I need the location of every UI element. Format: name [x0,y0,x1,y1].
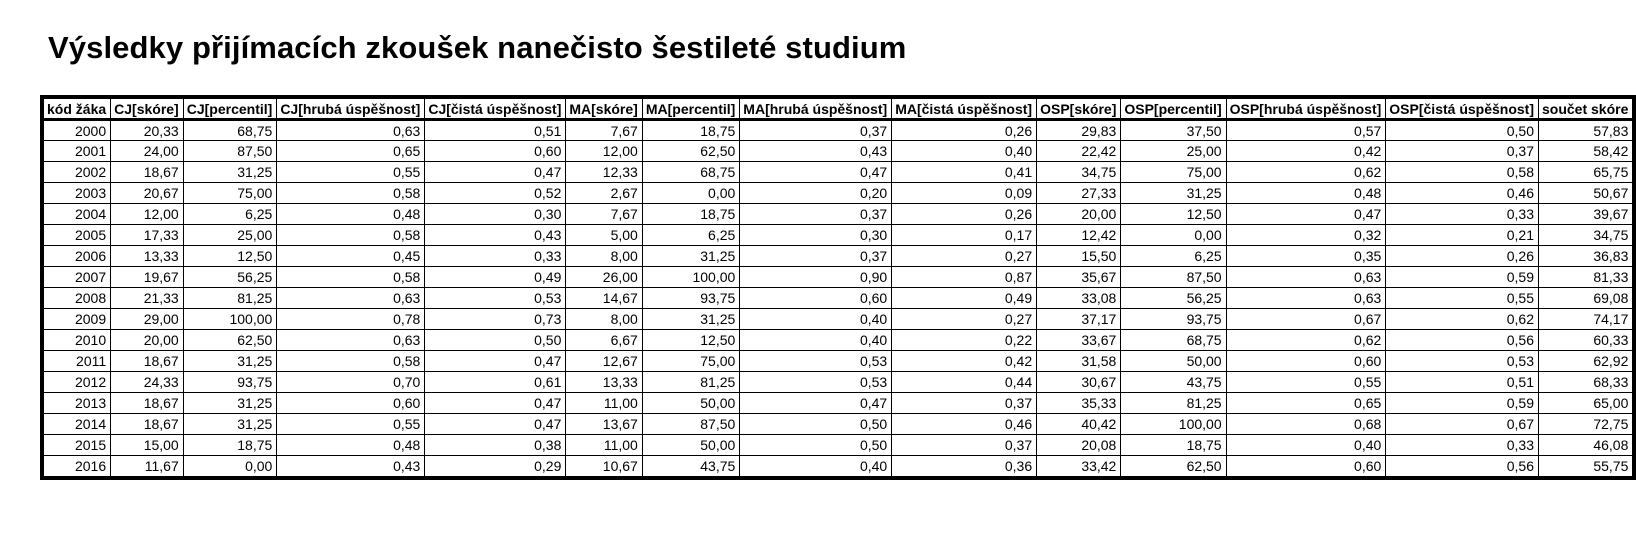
table-cell: 6,67 [566,330,642,351]
table-cell: 31,25 [183,162,277,183]
table-cell: 0,58 [277,351,425,372]
table-cell: 18,75 [183,435,277,456]
table-cell: 29,00 [111,309,184,330]
table-cell: 0,59 [1386,267,1539,288]
table-cell: 26,00 [566,267,642,288]
table-cell: 100,00 [1121,414,1226,435]
column-header: OSP[čistá úspěšnost] [1386,99,1539,120]
table-cell: 2007 [44,267,111,288]
table-cell: 87,50 [1121,267,1226,288]
table-cell: 0,43 [425,225,566,246]
table-cell: 0,78 [277,309,425,330]
table-cell: 0,65 [1226,393,1386,414]
results-table [43,98,1633,477]
column-header: OSP[hrubá úspěšnost] [1226,99,1386,120]
table-cell: 93,75 [642,288,739,309]
column-header: CJ[čistá úspěšnost] [425,99,566,120]
table-cell: 0,53 [740,372,892,393]
table-cell: 0,52 [425,183,566,204]
table-cell: 31,25 [183,351,277,372]
table-cell: 0,57 [1226,120,1386,141]
column-header: MA[hrubá úspěšnost] [740,99,892,120]
table-cell: 0,36 [892,456,1037,477]
table-cell: 0,40 [892,141,1037,162]
table-cell: 0,42 [1226,141,1386,162]
table-cell: 0,37 [740,246,892,267]
table-cell: 0,47 [425,162,566,183]
table-cell: 31,25 [183,393,277,414]
table-row [44,414,1633,435]
table-cell: 50,00 [642,435,739,456]
table-cell: 27,33 [1037,183,1121,204]
table-cell: 50,67 [1539,183,1633,204]
table-cell: 20,67 [111,183,184,204]
table-cell: 75,00 [1121,162,1226,183]
table-cell: 2009 [44,309,111,330]
table-cell: 0,53 [740,351,892,372]
table-cell: 0,38 [425,435,566,456]
table-cell: 0,62 [1226,162,1386,183]
table-cell: 0,60 [1226,351,1386,372]
table-cell: 0,37 [1386,141,1539,162]
table-cell: 0,58 [277,183,425,204]
table-cell: 0,20 [740,183,892,204]
table-cell: 19,67 [111,267,184,288]
table-cell: 93,75 [1121,309,1226,330]
table-cell: 0,47 [425,351,566,372]
table-cell: 17,33 [111,225,184,246]
table-cell: 0,47 [1226,204,1386,225]
table-cell: 0,65 [277,141,425,162]
table-cell: 0,47 [740,393,892,414]
table-cell: 100,00 [183,309,277,330]
table-cell: 33,42 [1037,456,1121,477]
table-cell: 11,67 [111,456,184,477]
table-row [44,204,1633,225]
table-cell: 7,67 [566,120,642,141]
table-cell: 0,90 [740,267,892,288]
table-cell: 50,00 [642,393,739,414]
table-body [44,120,1633,477]
table-cell: 30,67 [1037,372,1121,393]
table-cell: 0,51 [425,120,566,141]
table-cell: 0,00 [1121,225,1226,246]
page-title: Výsledky přijímacích zkoušek nanečisto šestileté studium [48,30,907,65]
column-header: součet skóre [1539,99,1633,120]
table-cell: 0,63 [1226,288,1386,309]
table-cell: 68,33 [1539,372,1633,393]
table-cell: 25,00 [1121,141,1226,162]
table-cell: 56,25 [183,267,277,288]
table-cell: 0,33 [425,246,566,267]
table-row [44,162,1633,183]
table-cell: 36,83 [1539,246,1633,267]
table-cell: 0,37 [892,435,1037,456]
table-cell: 12,00 [111,204,184,225]
table-cell: 65,75 [1539,162,1633,183]
table-cell: 18,67 [111,351,184,372]
table-cell: 8,00 [566,309,642,330]
table-cell: 22,42 [1037,141,1121,162]
table-cell: 0,35 [1226,246,1386,267]
table-cell: 0,26 [892,120,1037,141]
table-cell: 13,33 [566,372,642,393]
table-cell: 0,47 [425,393,566,414]
table-row [44,351,1633,372]
column-header: MA[skóre] [566,99,642,120]
table-row [44,330,1633,351]
table-cell: 20,33 [111,120,184,141]
table-cell: 43,75 [642,456,739,477]
table-row [44,225,1633,246]
table-cell: 2015 [44,435,111,456]
table-cell: 0,46 [1386,183,1539,204]
table-cell: 12,00 [566,141,642,162]
table-cell: 0,32 [1226,225,1386,246]
table-cell: 0,67 [1226,309,1386,330]
table-cell: 0,48 [1226,183,1386,204]
table-cell: 0,48 [277,204,425,225]
table-cell: 0,63 [277,288,425,309]
table-cell: 0,62 [1226,330,1386,351]
table-cell: 15,50 [1037,246,1121,267]
table-cell: 81,25 [183,288,277,309]
table-cell: 33,67 [1037,330,1121,351]
table-cell: 2014 [44,414,111,435]
table-cell: 0,30 [425,204,566,225]
results-table-frame [40,95,1636,480]
table-cell: 0,50 [1386,120,1539,141]
table-cell: 0,55 [1386,288,1539,309]
table-cell: 37,50 [1121,120,1226,141]
table-cell: 29,83 [1037,120,1121,141]
table-cell: 2004 [44,204,111,225]
table-cell: 18,67 [111,162,184,183]
column-header: kód žáka [44,99,111,120]
table-cell: 14,67 [566,288,642,309]
table-cell: 0,60 [740,288,892,309]
table-cell: 2013 [44,393,111,414]
table-cell: 81,33 [1539,267,1633,288]
table-cell: 12,33 [566,162,642,183]
table-row [44,120,1633,141]
table-cell: 0,48 [277,435,425,456]
table-cell: 0,44 [892,372,1037,393]
table-cell: 20,00 [1037,204,1121,225]
table-cell: 37,17 [1037,309,1121,330]
table-cell: 0,61 [425,372,566,393]
table-cell: 2016 [44,456,111,477]
table-cell: 18,75 [642,120,739,141]
table-cell: 6,25 [1121,246,1226,267]
table-cell: 0,42 [892,351,1037,372]
table-cell: 6,25 [642,225,739,246]
table-cell: 75,00 [183,183,277,204]
table-cell: 0,55 [1226,372,1386,393]
table-cell: 18,67 [111,414,184,435]
table-cell: 87,50 [642,414,739,435]
table-cell: 31,58 [1037,351,1121,372]
table-cell: 2,67 [566,183,642,204]
table-cell: 20,08 [1037,435,1121,456]
table-cell: 0,63 [277,120,425,141]
table-cell: 0,29 [425,456,566,477]
table-cell: 0,68 [1226,414,1386,435]
table-cell: 0,17 [892,225,1037,246]
header-row [44,99,1633,120]
table-cell: 68,75 [1121,330,1226,351]
table-cell: 68,75 [642,162,739,183]
table-cell: 12,50 [1121,204,1226,225]
table-cell: 0,62 [1386,309,1539,330]
table-cell: 6,25 [183,204,277,225]
table-cell: 0,53 [1386,351,1539,372]
table-cell: 0,87 [892,267,1037,288]
table-cell: 0,37 [892,393,1037,414]
table-cell: 11,00 [566,435,642,456]
table-cell: 10,67 [566,456,642,477]
table-cell: 75,00 [642,351,739,372]
table-cell: 0,43 [277,456,425,477]
table-cell: 12,67 [566,351,642,372]
table-cell: 40,42 [1037,414,1121,435]
table-cell: 60,33 [1539,330,1633,351]
table-cell: 65,00 [1539,393,1633,414]
table-cell: 69,08 [1539,288,1633,309]
table-cell: 31,25 [642,246,739,267]
table-row [44,288,1633,309]
table-cell: 43,75 [1121,372,1226,393]
column-header: OSP[percentil] [1121,99,1226,120]
table-cell: 81,25 [1121,393,1226,414]
table-cell: 72,75 [1539,414,1633,435]
table-cell: 13,33 [111,246,184,267]
table-cell: 0,67 [1386,414,1539,435]
table-cell: 0,41 [892,162,1037,183]
table-cell: 0,37 [740,204,892,225]
table-cell: 2000 [44,120,111,141]
table-cell: 2005 [44,225,111,246]
table-cell: 0,70 [277,372,425,393]
table-cell: 18,67 [111,393,184,414]
table-cell: 0,53 [425,288,566,309]
table-cell: 0,51 [1386,372,1539,393]
table-cell: 12,42 [1037,225,1121,246]
table-cell: 55,75 [1539,456,1633,477]
table-cell: 0,45 [277,246,425,267]
table-cell: 46,08 [1539,435,1633,456]
table-cell: 2010 [44,330,111,351]
table-cell: 15,00 [111,435,184,456]
table-cell: 25,00 [183,225,277,246]
table-cell: 93,75 [183,372,277,393]
table-cell: 0,55 [277,414,425,435]
table-cell: 0,59 [1386,393,1539,414]
table-cell: 13,67 [566,414,642,435]
table-cell: 0,50 [740,414,892,435]
table-row [44,183,1633,204]
table-cell: 0,55 [277,162,425,183]
table-cell: 0,50 [425,330,566,351]
table-cell: 2008 [44,288,111,309]
table-cell: 0,33 [1386,435,1539,456]
table-cell: 2012 [44,372,111,393]
table-cell: 0,60 [425,141,566,162]
table-cell: 62,50 [642,141,739,162]
table-row [44,393,1633,414]
table-row [44,267,1633,288]
table-cell: 31,25 [1121,183,1226,204]
table-cell: 2002 [44,162,111,183]
table-cell: 50,00 [1121,351,1226,372]
table-cell: 0,40 [740,456,892,477]
table-cell: 74,17 [1539,309,1633,330]
table-cell: 68,75 [183,120,277,141]
table-cell: 0,43 [740,141,892,162]
table-cell: 0,00 [183,456,277,477]
column-header: MA[percentil] [642,99,739,120]
column-header: CJ[skóre] [111,99,184,120]
table-cell: 34,75 [1539,225,1633,246]
table-cell: 87,50 [183,141,277,162]
table-row [44,246,1633,267]
table-row [44,372,1633,393]
table-cell: 62,50 [183,330,277,351]
table-cell: 21,33 [111,288,184,309]
table-cell: 2006 [44,246,111,267]
table-cell: 81,25 [642,372,739,393]
table-cell: 0,33 [1386,204,1539,225]
table-row [44,435,1633,456]
table-cell: 0,63 [1226,267,1386,288]
table-cell: 0,46 [892,414,1037,435]
table-cell: 57,83 [1539,120,1633,141]
table-cell: 0,26 [892,204,1037,225]
table-cell: 0,47 [740,162,892,183]
table-cell: 0,58 [277,267,425,288]
table-cell: 31,25 [642,309,739,330]
table-cell: 0,63 [277,330,425,351]
table-cell: 0,27 [892,246,1037,267]
table-cell: 0,27 [892,309,1037,330]
table-cell: 31,25 [183,414,277,435]
table-cell: 58,42 [1539,141,1633,162]
table-cell: 5,00 [566,225,642,246]
table-cell: 34,75 [1037,162,1121,183]
table-row [44,456,1633,477]
table-cell: 39,67 [1539,204,1633,225]
table-cell: 0,40 [740,309,892,330]
table-cell: 0,09 [892,183,1037,204]
table-cell: 0,56 [1386,456,1539,477]
table-cell: 35,33 [1037,393,1121,414]
table-cell: 0,37 [740,120,892,141]
table-cell: 7,67 [566,204,642,225]
table-cell: 0,26 [1386,246,1539,267]
table-cell: 12,50 [642,330,739,351]
table-cell: 18,75 [642,204,739,225]
table-cell: 0,40 [1226,435,1386,456]
table-cell: 18,75 [1121,435,1226,456]
table-cell: 0,22 [892,330,1037,351]
table-cell: 8,00 [566,246,642,267]
table-cell: 33,08 [1037,288,1121,309]
table-cell: 2003 [44,183,111,204]
table-cell: 24,00 [111,141,184,162]
table-cell: 0,47 [425,414,566,435]
table-cell: 0,60 [277,393,425,414]
table-cell: 2001 [44,141,111,162]
table-cell: 0,49 [892,288,1037,309]
table-cell: 0,73 [425,309,566,330]
table-cell: 0,50 [740,435,892,456]
table-cell: 12,50 [183,246,277,267]
table-cell: 24,33 [111,372,184,393]
table-cell: 0,56 [1386,330,1539,351]
table-cell: 0,30 [740,225,892,246]
table-cell: 11,00 [566,393,642,414]
table-cell: 0,40 [740,330,892,351]
table-cell: 35,67 [1037,267,1121,288]
table-cell: 2011 [44,351,111,372]
table-cell: 0,21 [1386,225,1539,246]
table-cell: 0,49 [425,267,566,288]
table-cell: 62,92 [1539,351,1633,372]
table-cell: 100,00 [642,267,739,288]
column-header: OSP[skóre] [1037,99,1121,120]
column-header: CJ[percentil] [183,99,277,120]
table-cell: 20,00 [111,330,184,351]
table-row [44,309,1633,330]
column-header: CJ[hrubá úspěšnost] [277,99,425,120]
table-cell: 56,25 [1121,288,1226,309]
table-row [44,141,1633,162]
table-cell: 0,58 [277,225,425,246]
table-cell: 0,60 [1226,456,1386,477]
table-cell: 0,58 [1386,162,1539,183]
table-cell: 0,00 [642,183,739,204]
column-header: MA[čistá úspěšnost] [892,99,1037,120]
table-cell: 62,50 [1121,456,1226,477]
